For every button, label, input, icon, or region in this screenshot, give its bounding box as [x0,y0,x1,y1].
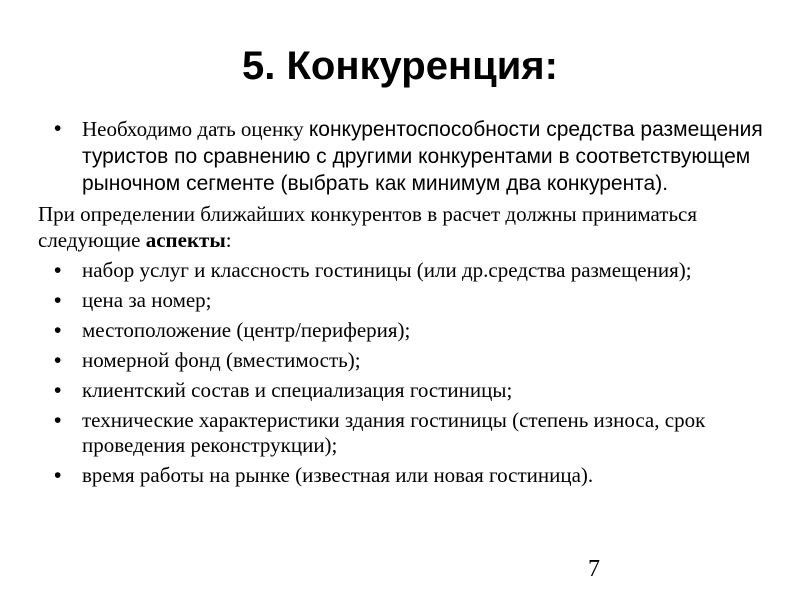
aspects-list [38,258,768,488]
list-item-text: время работы на рынке (известная или новая гостиница). [82,463,594,487]
intro-text-rest: конкурентоспособности средства размещения туристов по сравнению с другими конкурентами в соответствующем рыночном сегменте (выбрать как минимум два конкурента). [82,118,763,195]
list-item-text: цена за номер; [82,288,212,312]
list-item-text: клиентский состав и специализация гостиницы; [82,378,513,402]
slide-content [38,116,768,488]
bullet-icon: • [54,117,62,140]
list-item [38,258,768,283]
paragraph-text-after: : [225,228,232,252]
list-item [38,288,768,313]
page-number: 7 [588,556,600,582]
list-item-text: номерной фонд (вместимость); [82,348,361,372]
bullet-icon: • [54,319,62,342]
list-item [38,408,768,458]
intro-bullet-item [38,116,768,197]
list-item [38,348,768,373]
slide-title: 5. Конкуренция: [242,44,558,88]
intro-text-lead: Необходимо дать оценку [82,117,309,141]
list-item [38,378,768,403]
bullet-icon: • [54,349,62,372]
list-item [38,463,768,488]
bullet-icon: • [54,259,62,282]
list-item-text: набор услуг и классность гостиницы (или др.средства размещения); [82,258,692,282]
paragraph-text-before: При определении ближайших конкурентов в расчет должны приниматься следующие [38,202,698,252]
bullet-icon: • [54,464,62,487]
list-item-text: технические характеристики здания гостиницы (степень износа, срок проведения реконструкции); [82,408,706,457]
bullet-icon: • [54,289,62,312]
bullet-icon: • [54,379,62,402]
list-item [38,318,768,343]
bullet-icon: • [54,409,62,432]
list-item-text: местоположение (центр/периферия); [82,318,411,342]
paragraph-bold-word: аспекты [145,228,226,252]
aspects-intro-paragraph [38,201,768,253]
